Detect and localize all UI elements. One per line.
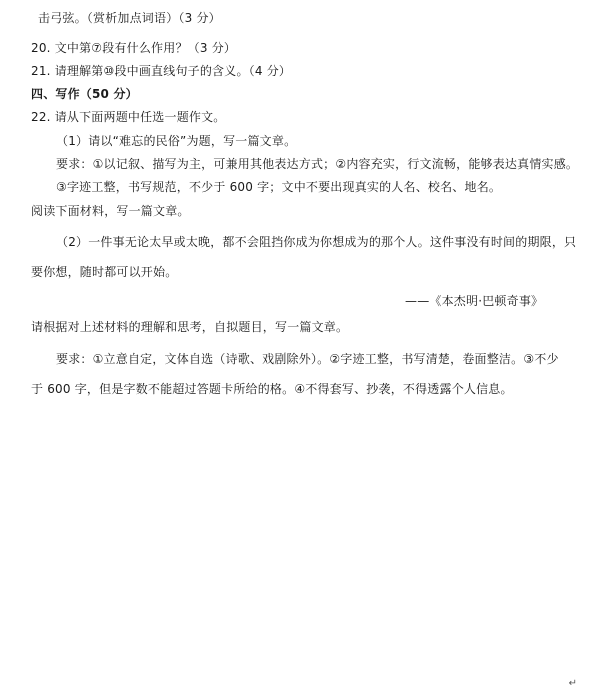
option-2-material-line-2: 要你想，随时都可以开始。 [31, 265, 178, 279]
option-2-requirements-line-1: 要求：①立意自定，文体自选（诗歌、戏剧除外）。②字迹工整，书写清楚，卷面整洁。③不少 [56, 352, 559, 366]
option-2-material-line-1: （2）一件事无论太早或太晚，都不会阻挡你成为你想成为的那个人。这件事没有时间的期限，只 [56, 235, 577, 249]
reading-instruction: 阅读下面材料，写一篇文章。 [31, 204, 190, 218]
question-21: 21. 请理解第⑩段中画直线句子的含义。（4 分） [31, 64, 292, 78]
question-20: 20. 文中第⑦段有什么作用？（3 分） [31, 41, 237, 55]
option-1-prompt: （1）请以“难忘的民俗”为题，写一篇文章。 [56, 134, 297, 148]
option-2-requirements-line-2: 于 600 字，但是字数不能超过答题卡所给的格。④不得套写、抄袭，不得透露个人信息。 [31, 382, 513, 396]
thinking-instruction: 请根据对上述材料的理解和思考，自拟题目，写一篇文章。 [31, 320, 349, 334]
question-19-tail: 击弓弦。（赏析加点词语）（3 分） [38, 11, 221, 25]
paragraph-mark: ↵ [568, 678, 577, 689]
option-1-requirements-line-2: ③字迹工整，书写规范，不少于 600 字；文中不要出现真实的人名、校名、地名。 [56, 180, 502, 194]
section-writing-heading: 四、写作（50 分） [31, 87, 138, 101]
question-22: 22. 请从下面两题中任选一题作文。 [31, 110, 226, 124]
material-source: ——《本杰明·巴顿奇事》 [405, 294, 544, 308]
option-1-requirements-line-1: 要求：①以记叙、描写为主，可兼用其他表达方式；②内容充实，行文流畅，能够表达真情实感。 [56, 157, 579, 171]
